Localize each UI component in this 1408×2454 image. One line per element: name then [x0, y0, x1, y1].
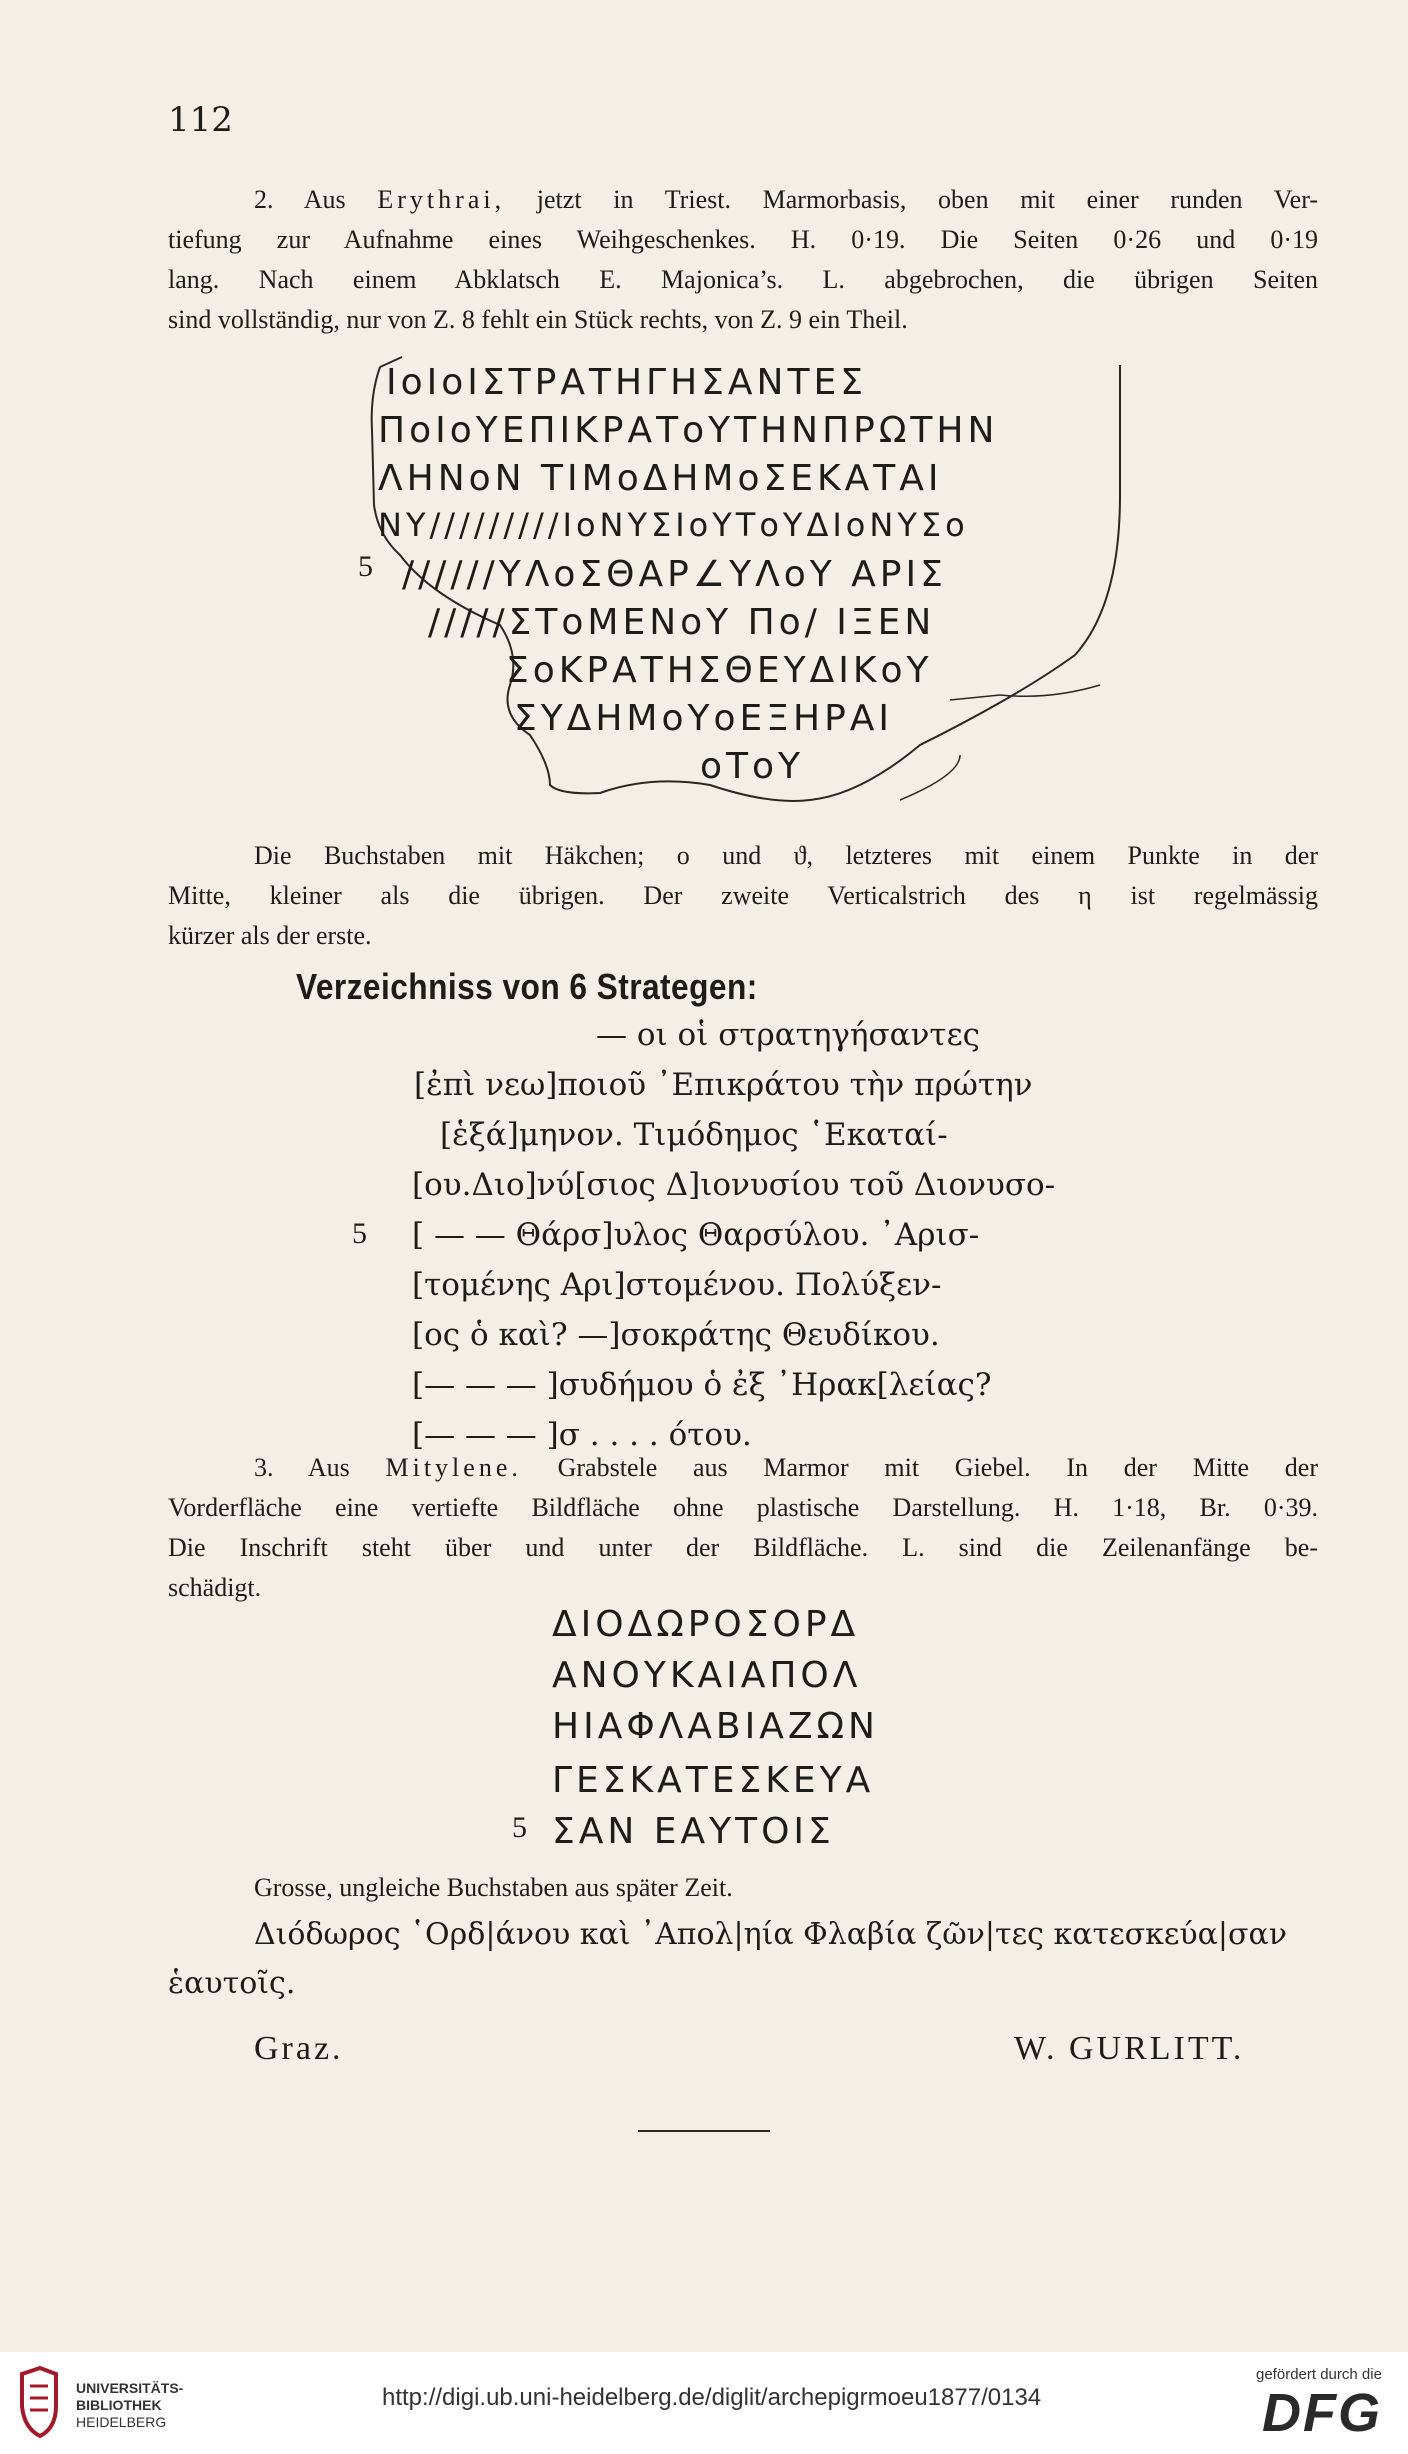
- transcription-line: [τομένης Αρι]στομένου. Πολύξεν-: [412, 1267, 942, 1303]
- note-line: kürzer als der erste.: [168, 921, 372, 950]
- section-3-line-1-rest: Grabstele aus Marmor mit Giebel. In der Mitte der: [557, 1453, 1319, 1482]
- transcription-line-number: 5: [352, 1217, 367, 1250]
- transcription-line: [— — — ]συδήμου ὁ ἐξ ᾿Ηρακ[λείας?: [412, 1367, 992, 1403]
- transcription-line: [— — — ]σ . . . . ότου.: [412, 1417, 752, 1453]
- inscription-1-line: ΠοΙοΥΕΠΙΚΡΑΤοΥΤΗΝΠΡΩΤΗΝ: [378, 410, 999, 451]
- letterform-note: [168, 836, 1318, 956]
- transcription-line: [ου.Διο]νύ[σιος Δ]ιονυσίου τοῦ Διονυσο-: [412, 1167, 1056, 1203]
- inscription-1-line-number: 5: [358, 550, 373, 583]
- footer-bar: [0, 2352, 1408, 2454]
- transcription-line: [ἑξά]μηνον. Τιμόδημος ῾Εκαταί-: [440, 1117, 948, 1153]
- inscription-1-line: ΙοΙοΙΣΤΡΑΤΗΓΗΣΑΝΤΕΣ: [386, 362, 867, 403]
- section-3-line: schädigt.: [168, 1573, 262, 1602]
- library-seal-icon: [16, 2366, 62, 2440]
- note-line: Mitte, kleiner als die übrigen. Der zweite Verticalstrich des η ist regelmässig: [168, 881, 1318, 910]
- place-mitylene: Mitylene.: [385, 1453, 522, 1482]
- inscription-2-line: ΣΑΝ ΕΑΥΤΟΙΣ: [552, 1811, 835, 1852]
- section-2-line-1-rest: jetzt in Triest. Marmorbasis, oben mit einer runden Ver-: [536, 185, 1319, 214]
- section-2-paragraph: [168, 180, 1318, 340]
- section-2-line: lang. Nach einem Abklatsch E. Majonica’s. L. abgebrochen, die übrigen Seiten: [168, 265, 1318, 294]
- inscription-2-line-number: 5: [512, 1811, 527, 1844]
- library-name-line: UNIVERSITÄTS-: [76, 2380, 184, 2396]
- section-2-line: tiefung zur Aufnahme eines Weihgeschenkes. H. 0·19. Die Seiten 0·26 und 0·19: [168, 225, 1318, 254]
- letterform-note-2: Grosse, ungleiche Buchstaben aus später Zeit.: [254, 1873, 733, 1902]
- transcription-line: [ἐπὶ νεω]ποιοῦ ᾿Επικράτου τὴν πρώτην: [414, 1067, 1033, 1103]
- closing-rule: [638, 2130, 770, 2132]
- inscription-2-line: ΗΙΑΦΛΑΒΙΑΖΩΝ: [552, 1706, 879, 1747]
- section-2-line: sind vollständig, nur von Z. 8 fehlt ein Stück rechts, von Z. 9 ein Theil.: [168, 305, 908, 334]
- place-erythrai: Erythrai,: [377, 185, 506, 214]
- signature-place: Graz.: [254, 2030, 344, 2067]
- inscription-1-line: ΝΥ/////////ΙοΝΥΣΙοΥΤοΥΔΙοΝΥΣο: [378, 506, 969, 544]
- inscription-1-line: //////ΥΛοΣΘΑΡ∠ΥΛοΥ ΑΡΙΣ: [402, 554, 947, 595]
- transcription-2-line: ἑαυτοῖς.: [168, 1966, 296, 2001]
- section-3-paragraph: [168, 1448, 1318, 1608]
- note-line: Die Buchstaben mit Häkchen; o und ϑ, letzteres mit einem Punkte in der: [254, 841, 1318, 870]
- inscription-2-line: ΔΙΟΔΩΡΟΣΟΡΔ: [552, 1604, 860, 1645]
- section-3-line: Die Inschrift steht über und unter der Bildfläche. L. sind die Zeilenanfänge be-: [168, 1533, 1318, 1562]
- section-heading: Verzeichniss von 6 Strategen:: [296, 966, 758, 1007]
- transcription-2-line: Διόδωρος ῾Ορδ|άνου καὶ ᾿Απολ|ηία Φλαβία ζῶν|τες κατεσκεύα|σαν: [254, 1917, 1287, 1952]
- section-3-intro: 3. Aus: [254, 1453, 350, 1482]
- library-name-line: BIBLIOTHEK: [76, 2397, 162, 2413]
- inscription-1-line: /////ΣΤοΜΕΝοΥ Πο/ ΙΞΕΝ: [428, 602, 936, 643]
- funded-by-label: gefördert durch die: [1256, 2366, 1382, 2383]
- transcription-line: — οι οἱ στρατηγήσαντες: [596, 1017, 981, 1053]
- library-name-line: HEIDELBERG: [76, 2414, 167, 2430]
- inscription-2-line: ΓΕΣΚΑΤΕΣΚΕΥΑ: [552, 1760, 875, 1801]
- section-2-intro: 2. Aus: [254, 185, 346, 214]
- source-url-link[interactable]: http://digi.ub.uni-heidelberg.de/diglit/archepigrmoeu1877/0134: [382, 2384, 1042, 2411]
- signature-author: W. GURLITT.: [1014, 2030, 1245, 2067]
- inscription-2-line: ΑΝΟΥΚΑΙΑΠΟΛ: [552, 1655, 862, 1696]
- dfg-logo: DFG: [1262, 2383, 1382, 2443]
- transcription-line: [ — — Θάρσ]υλος Θαρσύλου. ᾿Αρισ-: [412, 1217, 980, 1253]
- inscription-1-line: ΣΥΔΗΜοΥοΕΞΗΡΑΙ: [514, 698, 894, 739]
- library-name: [76, 2380, 183, 2431]
- inscription-1-line: ΣοΚΡΑΤΗΣΘΕΥΔΙΚοΥ: [506, 650, 933, 691]
- inscription-1-line: οΤοΥ: [700, 746, 805, 787]
- section-3-line: Vorderfläche eine vertiefte Bildfläche ohne plastische Darstellung. H. 1·18, Br. 0·39.: [168, 1493, 1318, 1522]
- transcription-line: [ος ὁ καὶ? —]σοκράτης Θευδίκου.: [412, 1317, 940, 1353]
- inscription-1-line: ΛΗΝοΝ ΤΙΜοΔΗΜοΣΕΚΑΤΑΙ: [378, 458, 943, 499]
- page-number: 112: [168, 100, 233, 140]
